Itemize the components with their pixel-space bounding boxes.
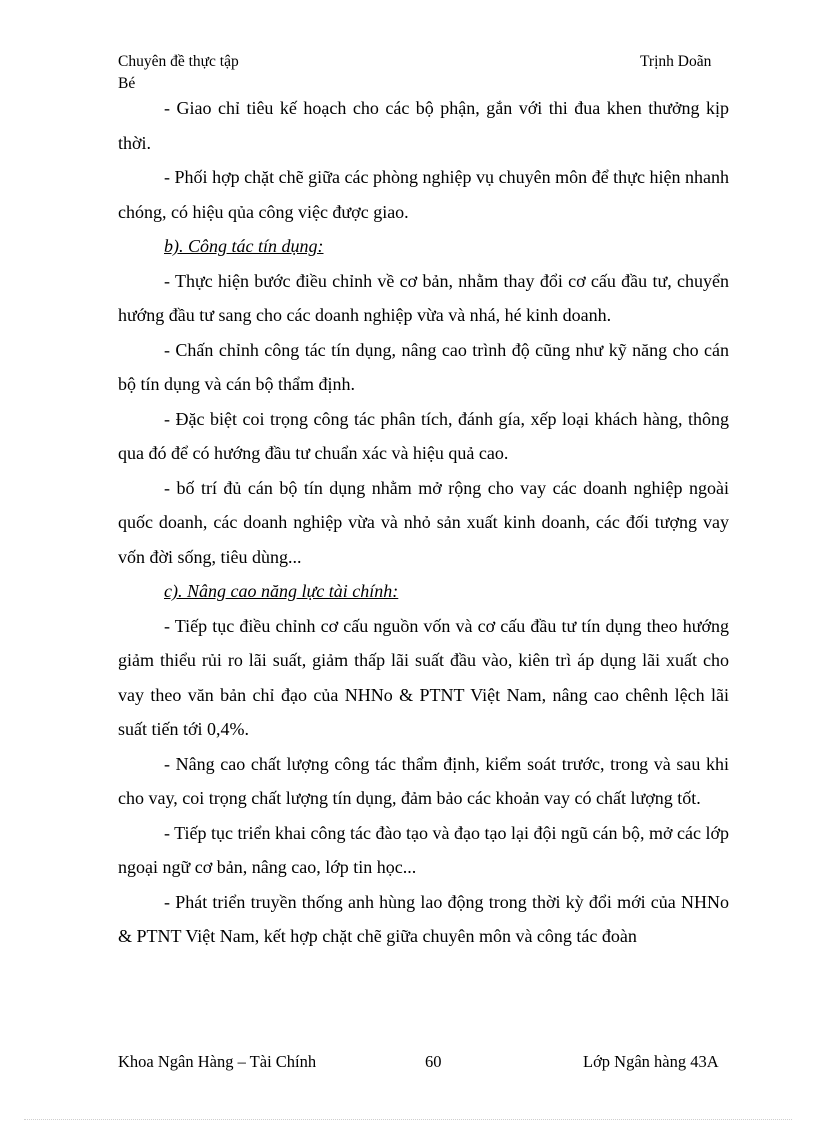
section-heading-credit: b). Công tác tín dụng: [164,236,324,256]
document-body [118,91,729,954]
paragraph: - Chấn chỉnh công tác tín dụng, nâng cao trình độ cũng như kỹ năng cho cán bộ tín dụng và cán bộ thẩm định. [118,339,729,394]
header-author-continued: Bé [118,75,136,92]
page-number: 60 [425,1052,442,1071]
paragraph: - Thực hiện bước điều chỉnh về cơ bản, nhằm thay đổi cơ cấu đầu tư, chuyển hướng đầu tư sang cho các doanh nghiệp vừa và nhá, hé kinh doanh. [118,270,729,325]
paragraph: - bố trí đủ cán bộ tín dụng nhằm mở rộng cho vay các doanh nghiệp ngoài quốc doanh, các doanh nghiệp vừa và nhỏ sản xuất kinh doanh, các đối tượng vay vốn đời sống, tiêu dùng... [118,477,729,567]
footer-faculty: Khoa Ngân Hàng – Tài Chính [118,1052,317,1071]
footer-class: Lớp Ngân hàng 43A [583,1052,719,1071]
paragraph: - Tiếp tục điều chỉnh cơ cấu nguồn vốn và cơ cấu đầu tư tín dụng theo hướng giảm thiểu rủi ro lãi suất, giảm thấp lãi suất đầu vào, kiên trì áp dụng lãi xuất cho vay theo văn bản chỉ đạo của NHNo & PTNT Việt Nam, nâng cao chênh lệch lãi suất tiến tới 0,4%. [118,615,729,739]
page-edge-divider [24,1119,792,1120]
section-heading-finance: c). Nâng cao năng lực tài chính: [164,581,399,601]
paragraph: - Phối hợp chặt chẽ giữa các phòng nghiệp vụ chuyên môn để thực hiện nhanh chóng, có hiệu qủa công việc được giao. [118,167,729,222]
paragraph: - Nâng cao chất lượng công tác thẩm định, kiểm soát trước, trong và sau khi cho vay, coi trọng chất lượng tín dụng, đảm bảo các khoản vay có chất lượng tốt. [118,753,729,808]
header-title: Chuyên đề thực tập [118,53,239,70]
paragraph: - Tiếp tục triển khai công tác đào tạo và đạo tạo lại đội ngũ cán bộ, mở các lớp ngoại ngữ cơ bản, nâng cao, lớp tin học... [118,822,729,877]
header-author: Trịnh Doãn [640,53,712,70]
paragraph: - Phát triển truyền thống anh hùng lao động trong thời kỳ đổi mới của NHNo & PTNT Việt Nam, kết hợp chặt chẽ giữa chuyên môn và công tác đoàn [118,891,729,946]
paragraph: - Giao chỉ tiêu kế hoạch cho các bộ phận, gắn với thi đua khen thưởng kịp thời. [118,98,729,153]
paragraph: - Đặc biệt coi trọng công tác phân tích, đánh gía, xếp loại khách hàng, thông qua đó để có hướng đầu tư chuẩn xác và hiệu quả cao. [118,408,729,463]
